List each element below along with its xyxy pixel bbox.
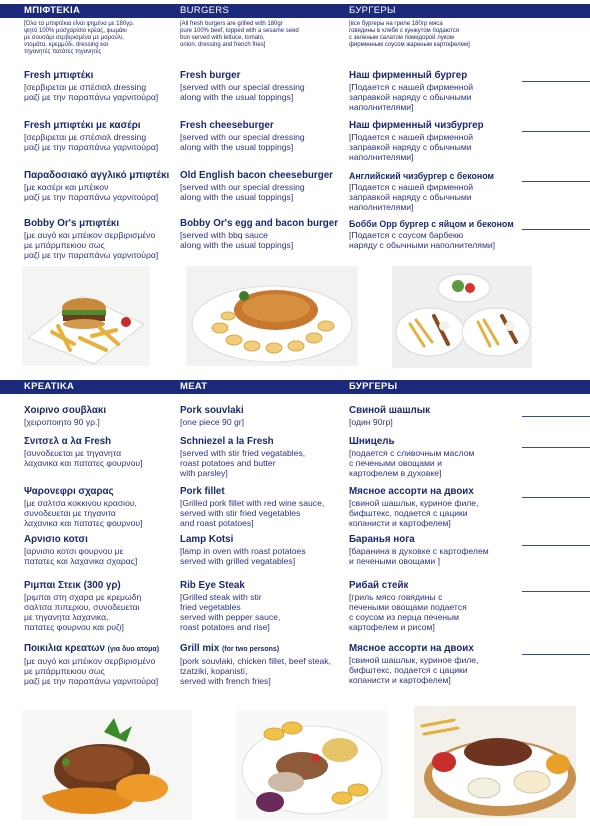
menu-item-greek: Fresh μπιφτέκι [σερβιρεται με σπέσιαλ dressing μαζί με την παραπάνω γαρνιτούρα] bbox=[24, 70, 159, 102]
menu-item-greek: Ριμπαι Στεικ (300 γρ) [ριμπαι στη σχαρα με κρεμωδη σαλτσα πιπεριου, συνοδευεται με τηγανητα λαχανικα, πατατες φουρνου και ρυζι] bbox=[24, 580, 142, 632]
menu-item-russian: Наш фирменный чизбургер [Подается с нашей фирменной заправкой наряду с обычными наполнителями] bbox=[349, 120, 484, 162]
price-line bbox=[522, 131, 590, 132]
menu-item-greek: Ποικιλια κρεατων (για δυο ατομα) [με αυγό και μπέικον σερβιρισμένο με μπάρμπεκιου σως μαζί με την παραπάνω γαρνιτούρα] bbox=[24, 643, 160, 686]
header-english: BURGERS bbox=[180, 5, 230, 16]
price-line bbox=[522, 229, 590, 230]
menu-item-russian: Бобби Орр бургер с яйцом и беконом [Подается с соусом барбекю наряду с обычными наполнителями] bbox=[349, 219, 514, 250]
menu-item-russian: Наш фирменный бургер [Подается с нашей фирменной заправкой наряду с обычными наполнителями] bbox=[349, 70, 474, 112]
menu-item-russian: Баранья нога [баранина в духовке с картофелем и печеными овощами ] bbox=[349, 534, 489, 566]
schnitzel-potatoes-photo bbox=[186, 266, 358, 366]
intro-greek: [Όλα τα μπιφτέκια είναι ψημένα με 180γρ. ψητό 100% μοσχαρίσιο κρέας, ψωμάκι με σουσάμι σερβιρισμένα με μαρούλι, ντομάτα, κρεμμύδι, dressing και τηγανητές πατάτες τηγανητές bbox=[24, 21, 135, 55]
header-english: MEAT bbox=[180, 381, 208, 392]
menu-item-russian: Свиной шашлык [один 90гр] bbox=[349, 405, 431, 427]
menu-item-english: Schniezel a la Fresh [served with stir fried vegatables, roast potatoes and butter with parsley] bbox=[180, 436, 306, 478]
menu-item-english: Pork souvlaki [one piece 90 gr] bbox=[180, 405, 245, 427]
price-line bbox=[522, 591, 590, 592]
menu-item-english: Fresh cheeseburger [served with our special dressing along with the usual toppings] bbox=[180, 120, 305, 152]
header-greek: ΚΡΕΑΤΙΚΑ bbox=[24, 381, 75, 392]
menu-item-english: Lamp Kotsi [lamp in oven with roast potatoes served with grilled vegatables] bbox=[180, 534, 306, 566]
menu-item-greek: Ψαρονεφρι σχαρας [με σαλτσα κοκκινου κρασιου, συνοδευεται με τηγανιτα λαχανικα και πατατες φουρνου] bbox=[24, 486, 143, 528]
menu-item-english: Fresh burger [served with our special dressing along with the usual toppings] bbox=[180, 70, 305, 102]
price-line bbox=[522, 497, 590, 498]
menu-item-english: Bobby Or's egg and bacon burger [served with bbq sauce along with the usual toppings] bbox=[180, 218, 339, 250]
price-line bbox=[522, 81, 590, 82]
menu-item-greek: Σνιτσελ α λα Fresh [συνοδευεται με τηγανητα λαχανικα και πατατες φουρνου] bbox=[24, 436, 143, 468]
header-greek: ΜΠΙΦΤΕΚΙΑ bbox=[24, 5, 81, 16]
header-russian: БУРГЕРЫ bbox=[349, 381, 398, 392]
souvlaki-plates-photo bbox=[392, 266, 532, 368]
price-line bbox=[522, 416, 590, 417]
lamb-kotsi-photo bbox=[22, 710, 192, 820]
price-line bbox=[522, 447, 590, 448]
header-russian: БУРГЕРЫ bbox=[349, 5, 396, 16]
grill-plate-photo bbox=[236, 710, 388, 820]
burger-fries-photo bbox=[22, 266, 150, 366]
menu-item-russian: Шницель [подается с сливочным маслом с печеными овощами и картофелем в духовке] bbox=[349, 436, 475, 478]
menu-item-greek: Fresh μπιφτέκι με κασέρι [σερβιρεται με σπέσιαλ dressing μαζί με την παραπάνω γαρνιτούρα] bbox=[24, 120, 159, 152]
menu-item-greek: Χοιρινο σουβλακι [χειροποιητο 90 γρ.] bbox=[24, 405, 107, 427]
price-line bbox=[522, 654, 590, 655]
menu-item-russian: Мясное ассорти на двоих [свиной шашлык, куриное филе, бифштекс, подается с цацики копанисти и картофелем] bbox=[349, 643, 479, 685]
steak-plate-photo bbox=[414, 706, 576, 818]
intro-english: [All fresh burgers are grilled with 180gr pure 100% beef, topped with a sesame seed bun served with lettuce, tomato, onion, dressing and french fries] bbox=[180, 21, 299, 48]
price-line bbox=[522, 545, 590, 546]
menu-item-greek: Bobby Or's μπιφτέκι [με αυγό και μπέικον σερβιρισμένο με μπάρμπεκιου σως μαζί με την παραπάνω γαρνιτούρα] bbox=[24, 218, 159, 260]
menu-item-english: Pork fillet [Grilled pork fillet with red wine sauce, served with stir fried vegetables and roast potatoes] bbox=[180, 486, 325, 528]
price-line bbox=[522, 181, 590, 182]
menu-item-greek: Παραδοσιακό αγγλικό μπιφτέκι [με κασέρι και μπέικον μαζί με την παραπάνω γαρνιτούρα] bbox=[24, 170, 170, 202]
menu-item-russian: Мясное ассорти на двоих [свиной шашлык, куриное филе, бифштекс, подается с цацики копанисти и картофелем] bbox=[349, 486, 479, 528]
menu-item-russian: Рибай стейк [гриль мясо говядины с печеными овощами подается с соусом из перца печеным картофелем и рисом] bbox=[349, 580, 467, 632]
menu-item-english: Rib Eye Steak [Grilled steak with stir fried vegetables served with pepper sauce, roast potatoes and rise] bbox=[180, 580, 281, 632]
menu-item-russian: Английский чизбургер с беконом [Подается с нашей фирменной заправкой наряду с обычными наполнителями] bbox=[349, 171, 494, 212]
menu-item-english: Grill mix (for two persons) [pork souvlaki, chicken fillet, beef steak, tzatziki, kopanisti, served with french fries] bbox=[180, 643, 331, 686]
menu-item-greek: Αρνισιο κοτσι [αρνισιο κοτσι φουρνου με πατατες και λαχανικα σχαρας] bbox=[24, 534, 138, 566]
menu-item-english: Old English bacon cheeseburger [served with our special dressing along with the usual toppings] bbox=[180, 170, 333, 202]
section-header-burgers bbox=[0, 4, 590, 18]
section-header-meat bbox=[0, 380, 590, 394]
intro-russian: [все бургеры на гриле 180гр мяса говядины в хлебе с кунжутом подаются с зеленым салатом помидорой луком фирменным соусом жареным картофелем] bbox=[349, 21, 470, 48]
